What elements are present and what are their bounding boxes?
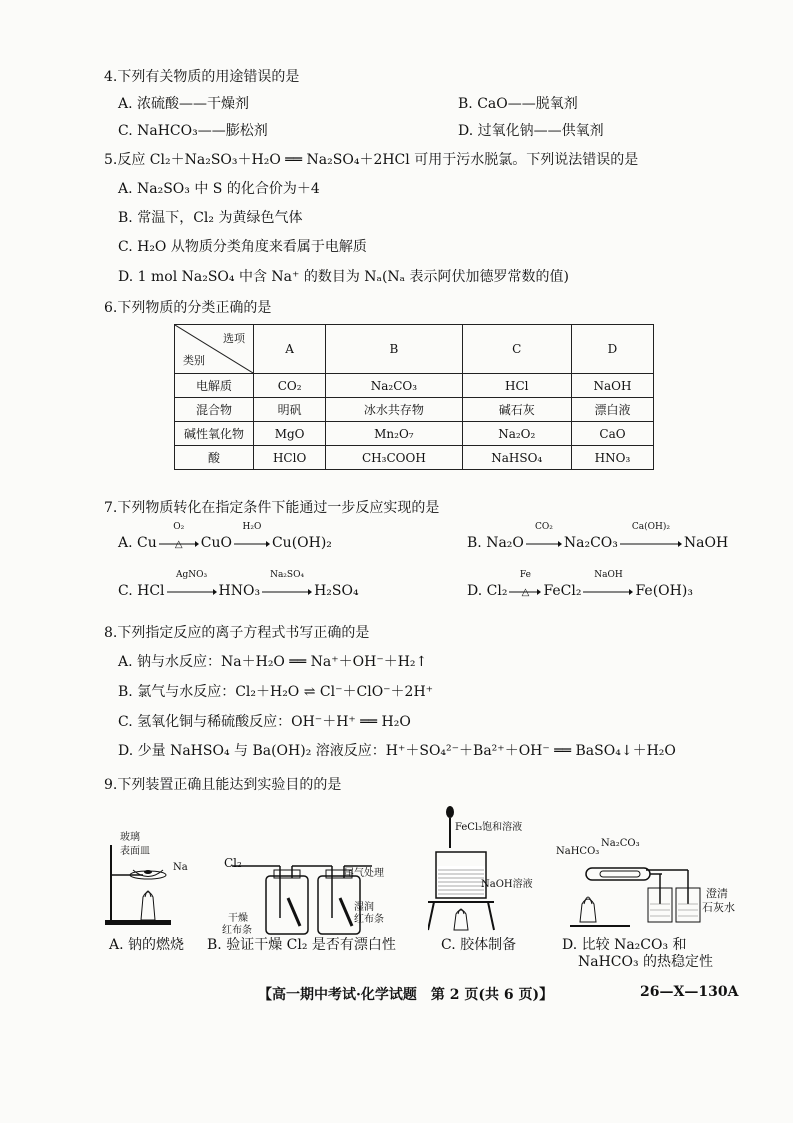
label-fecl3: FeCl₃饱和溶液: [455, 822, 523, 833]
table-cell: 漂白液: [571, 398, 653, 422]
q7-stem: 7.下列物质转化在指定条件下能通过一步反应实现的是: [104, 500, 440, 516]
q4-option-a: A. 浓硫酸——干燥剂: [118, 96, 250, 112]
arrow-condition-bottom: △: [521, 587, 530, 598]
row-label: 电解质: [175, 374, 254, 398]
label-limewater-2: 石灰水: [702, 901, 735, 914]
q4-stem: 4.下列有关物质的用途错误的是: [104, 69, 300, 85]
table-cell: CH₃COOH: [326, 446, 462, 470]
arrow-condition-top: O₂: [173, 522, 185, 532]
col-header-c: C: [462, 325, 571, 374]
reaction-arrow: [234, 522, 270, 551]
table-cell: CO₂: [254, 374, 326, 398]
q7-option-a: [118, 522, 332, 551]
arrow-condition-bottom: △: [174, 539, 183, 550]
table-cell: Na₂O₂: [462, 422, 571, 446]
q8-stem: 8.下列指定反应的离子方程式书写正确的是: [104, 625, 370, 641]
reaction-arrow: [167, 570, 217, 599]
arrow-condition-top: NaOH: [594, 570, 623, 580]
q4-option-b: B. CaO——脱氧剂: [458, 96, 578, 112]
label-naoh: NaOH溶液: [481, 879, 533, 890]
label-glass: 玻璃: [120, 832, 140, 843]
arrow-condition-top: Fe: [519, 570, 531, 580]
col-header-a: A: [254, 325, 326, 374]
q8-option-d: D. 少量 NaHSO₄ 与 Ba(OH)₂ 溶液反应：H⁺＋SO₄²⁻＋Ba²⁺＋OH⁻ ══ BaSO₄↓＋H₂O: [118, 743, 676, 759]
q9-stem: 9.下列装置正确且能达到实验目的的是: [104, 777, 342, 793]
label-wet: 湿润: [354, 902, 374, 913]
col-header-d: D: [571, 325, 653, 374]
table-row: [175, 422, 654, 446]
arrow-condition-top: H₂O: [242, 522, 262, 532]
caption-a: A. 钠的燃烧: [109, 937, 185, 953]
table-cell: 明矾: [254, 398, 326, 422]
q7-option-b: [467, 522, 729, 551]
reactant: D. Cl₂: [467, 583, 508, 599]
q5-option-d: D. 1 mol Na₂SO₄ 中含 Na⁺ 的数目为 Nₐ(Nₐ 表示阿伏加德罗常数的值): [118, 269, 569, 285]
reaction-arrow: [526, 522, 562, 551]
row-label: 碱性氧化物: [175, 422, 254, 446]
label-na2co3: Na₂CO₃: [601, 838, 640, 849]
intermediate: Na₂CO₃: [563, 535, 618, 551]
page-footer: 【高一期中考试·化学试题 第 2 页(共 6 页)】: [258, 987, 554, 1003]
table-row: [175, 374, 654, 398]
q4-option-c: C. NaHCO₃——膨松剂: [118, 123, 268, 139]
classification-table: [174, 324, 654, 470]
q8-option-b: B. 氯气与水反应：Cl₂＋H₂O ⇌ Cl⁻＋ClO⁻＋2H⁺: [118, 684, 434, 700]
table-cell: CaO: [571, 422, 653, 446]
product: NaOH: [683, 535, 729, 551]
label-nahco3: NaHCO₃: [556, 846, 600, 857]
arrow-condition-top: Na₂SO₄: [270, 570, 305, 580]
q8-option-c: C. 氢氧化铜与稀硫酸反应：OH⁻＋H⁺ ══ H₂O: [118, 714, 411, 730]
table-header-row: [175, 325, 654, 374]
reactant: B. Na₂O: [467, 535, 524, 551]
table-cell: MgO: [254, 422, 326, 446]
label-dish: 表面皿: [120, 846, 150, 857]
table-cell: HClO: [254, 446, 326, 470]
table-cell: NaHSO₄: [462, 446, 571, 470]
q4-option-d: D. 过氧化钠——供氧剂: [458, 123, 604, 139]
reaction-arrow: [509, 570, 541, 599]
q5-stem: 5.反应 Cl₂＋Na₂SO₃＋H₂O ══ Na₂SO₄＋2HCl 可用于污水脱氯。下列说法错误的是: [104, 152, 639, 168]
col-header-b: B: [326, 325, 462, 374]
caption-b: B. 验证干燥 Cl₂ 是否有漂白性: [207, 937, 396, 953]
corner-bottom-label: 类别: [183, 354, 205, 367]
table-row: [175, 446, 654, 470]
reaction-arrow: [262, 570, 312, 599]
reaction-arrow: [583, 570, 633, 599]
product: H₂SO₄: [314, 583, 359, 599]
q5-option-c: C. H₂O 从物质分类角度来看属于电解质: [118, 239, 367, 255]
q8-option-a: A. 钠与水反应：Na＋H₂O ══ Na⁺＋OH⁻＋H₂↑: [118, 654, 428, 670]
label-tail-gas: 尾气处理: [344, 868, 384, 879]
q5-option-b: B. 常温下，Cl₂ 为黄绿色气体: [118, 210, 303, 226]
label-dry-cloth: 红布条: [222, 925, 252, 936]
caption-d-1: D. 比较 Na₂CO₃ 和: [562, 937, 687, 953]
q7-option-d: [467, 570, 693, 599]
reaction-arrow: [620, 522, 682, 551]
row-label: 酸: [175, 446, 254, 470]
caption-d-2: NaHCO₃ 的热稳定性: [578, 954, 714, 970]
intermediate: FeCl₂: [543, 583, 582, 599]
arrow-condition-top: CO₂: [534, 522, 553, 532]
label-dry: 干燥: [228, 913, 248, 924]
table-cell: HNO₃: [571, 446, 653, 470]
table-cell: NaOH: [571, 374, 653, 398]
corner-top-label: 选项: [223, 332, 245, 345]
table-cell: 碱石灰: [462, 398, 571, 422]
arrow-condition-top: AgNO₃: [175, 570, 208, 580]
intermediate: CuO: [200, 535, 232, 551]
table-corner-cell: [175, 325, 254, 374]
paper-code: 26—X—130A: [640, 984, 739, 1000]
label-cl2: Cl₂: [224, 856, 242, 870]
reactant: A. Cu: [118, 535, 157, 551]
thermal-stability-apparatus: [570, 852, 710, 932]
reaction-arrow: [159, 522, 199, 551]
reactant: C. HCl: [118, 583, 165, 599]
product: Fe(OH)₃: [635, 583, 693, 599]
table-row: [175, 398, 654, 422]
intermediate: HNO₃: [218, 583, 261, 599]
label-na: Na: [173, 862, 188, 873]
table-cell: HCl: [462, 374, 571, 398]
table-cell: Mn₂O₇: [326, 422, 462, 446]
caption-c: C. 胶体制备: [441, 937, 517, 953]
q7-option-c: [118, 570, 359, 599]
table-cell: 冰水共存物: [326, 398, 462, 422]
q6-stem: 6.下列物质的分类正确的是: [104, 300, 272, 316]
label-wet-cloth: 红布条: [354, 914, 384, 925]
label-limewater: 澄清: [706, 887, 728, 900]
q5-option-a: A. Na₂SO₃ 中 S 的化合价为＋4: [118, 181, 320, 197]
table-cell: Na₂CO₃: [326, 374, 462, 398]
product: Cu(OH)₂: [271, 535, 332, 551]
row-label: 混合物: [175, 398, 254, 422]
arrow-condition-top: Ca(OH)₂: [631, 522, 670, 532]
